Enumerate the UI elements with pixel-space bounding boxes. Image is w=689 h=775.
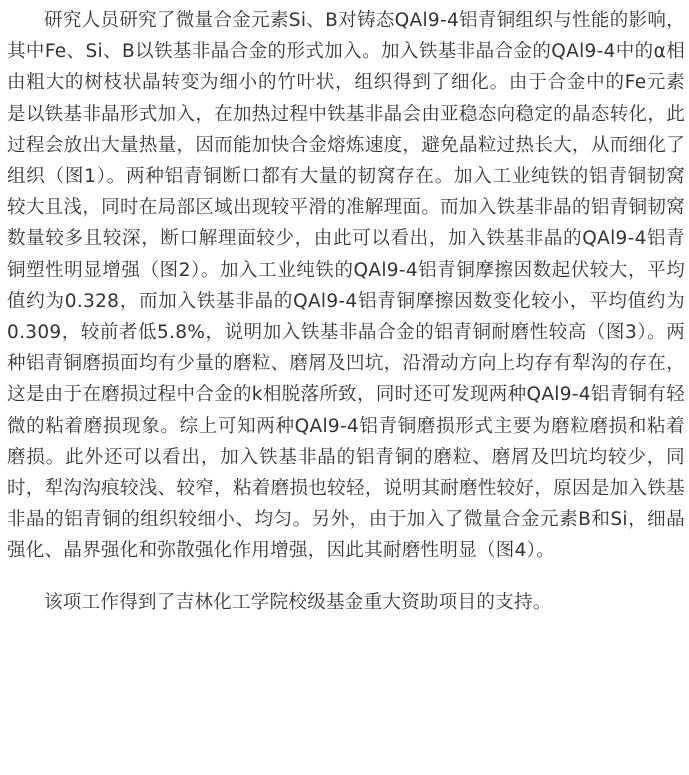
article-content	[7, 5, 685, 618]
funding-note-paragraph: 该项工作得到了吉林化工学院校级基金重大资助项目的支持。	[44, 591, 552, 613]
body-paragraph: 研究人员研究了微量合金元素Si、B对铸态QAl9-4铝青铜组织与性能的影响，其中Fe、Si、B以铁基非晶合金的形式加入。加入铁基非晶合金的QAl9-4中的α相由粗大的树枝状晶转变为细小的竹叶状，组织得到了细化。由于合金中的Fe元素是以铁基非晶形式加入，在加热过程中铁基非晶会由亚稳态向稳定的晶态转化，此过程会放出大量热量，因而能加快合金熔炼速度，避免晶粒过热长大，从而细化了组织（图1）。两种铝青铜断口都有大量的韧窝存在。加入工业纯铁的铝青铜韧窝较大且浅，同时在局部区域出现较平滑的准解理面。而加入铁基非晶的铝青铜韧窝数量较多且较深，断口解理面较少，由此可以看出，加入铁基非晶的QAl9-4铝青铜塑性明显增强（图2）。加入工业纯铁的QAl9-4铝青铜摩擦因数起伏较大，平均值约为0.328，而加入铁基非晶的QAl9-4铝青铜摩擦因数变化较小，平均值约为0.309，较前者低5.8%，说明加入铁基非晶合金的铝青铜耐磨性较高（图3）。两种铝青铜磨损面均有少量的磨粒、磨屑及凹坑，沿滑动方向上均存有犁沟的存在，这是由于在磨损过程中合金的k相脱落所致，同时还可发现两种QAl9-4铝青铜有轻微的粘着磨损现象。综上可知两种QAl9-4铝青铜磨损形式主要为磨粒磨损和粘着磨损。此外还可以看出，加入铁基非晶的铝青铜的磨粒、磨屑及凹坑均较少，同时，犁沟沟痕较浅、较窄，粘着磨损也较轻，说明其耐磨性较好，原因是加入铁基非晶的铝青铜的组织较细小、均匀。另外，由于加入了微量合金元素B和Si，细晶强化、晶界强化和弥散强化作用增强，因此其耐磨性明显（图4）。	[7, 10, 685, 562]
